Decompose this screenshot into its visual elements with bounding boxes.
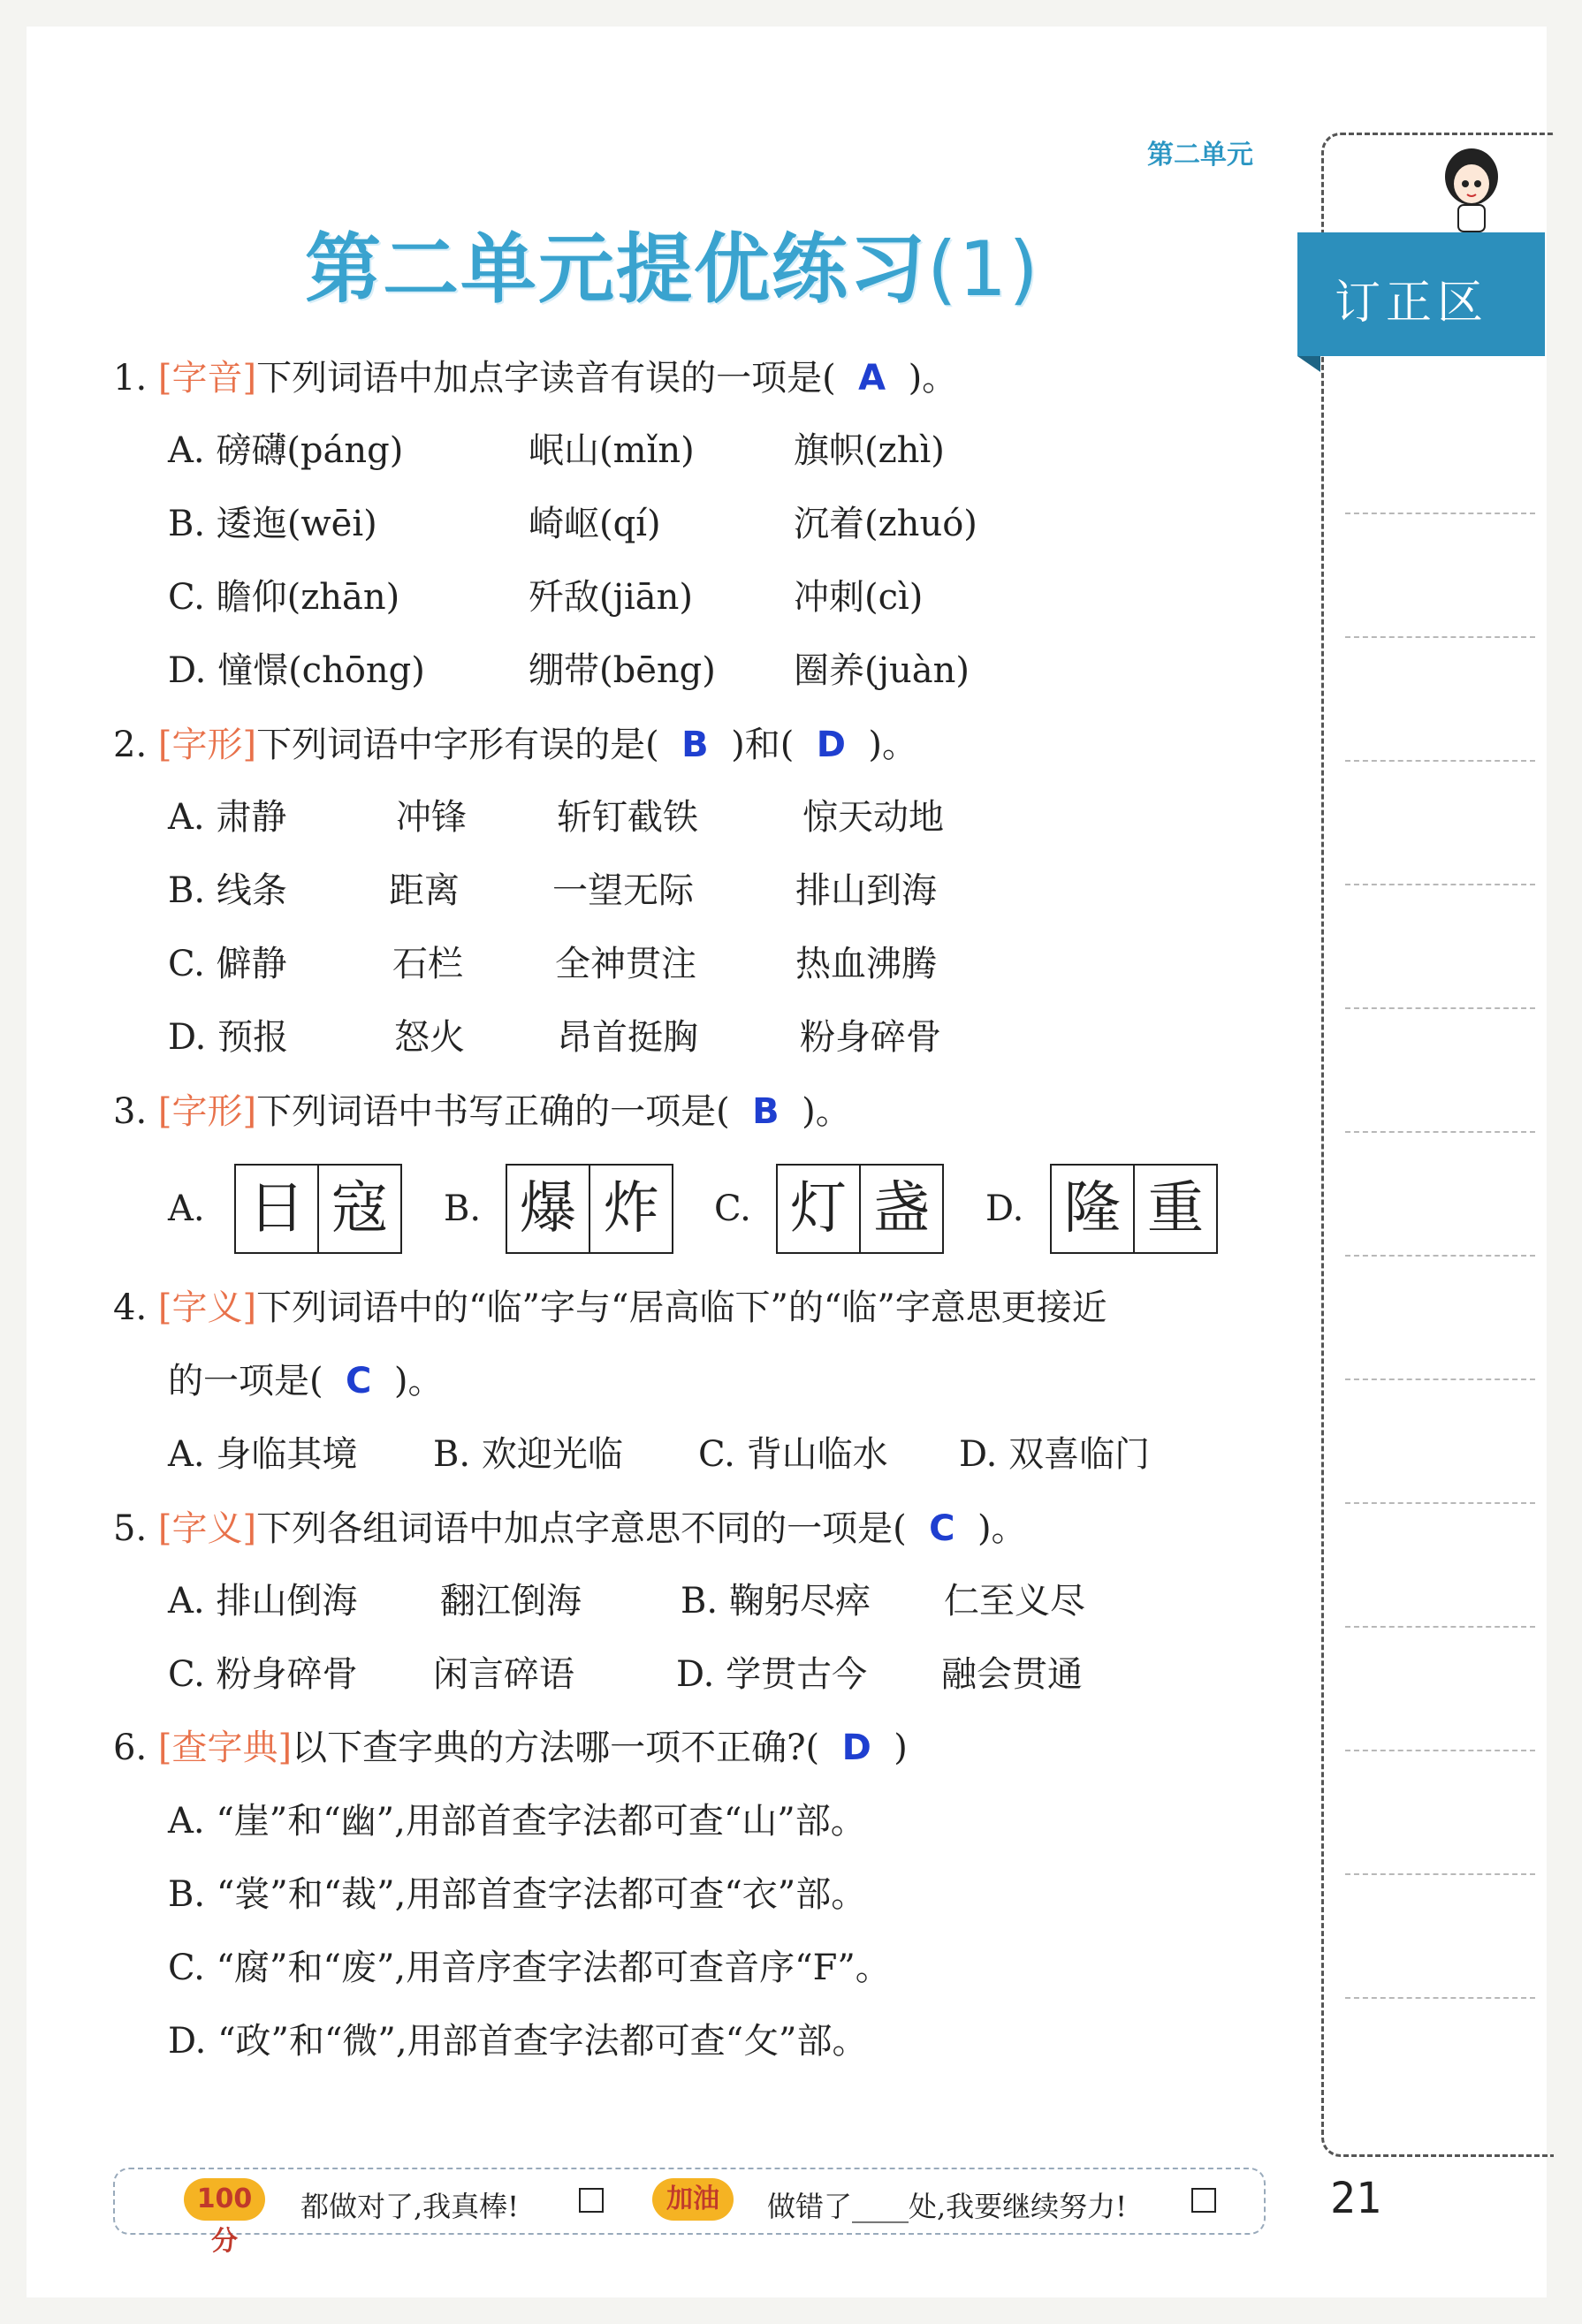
option-text: 翻江倒海 [440,1581,582,1621]
question-end: )。 [977,1508,1027,1549]
answer: B [681,725,709,765]
option-text: 石栏 [392,944,463,984]
word-char: 爆 [520,1176,576,1242]
question-end: )。 [868,725,917,765]
answer: D [816,725,846,765]
question-end: )。 [802,1091,851,1132]
option-text: C. 粉身碎骨 [168,1654,358,1695]
correction-line [1345,760,1535,762]
option-letter: A. [168,1189,205,1229]
all-correct-checkbox[interactable] [579,2188,604,2213]
question-6 [113,1726,908,1770]
word-char: 日 [248,1176,305,1242]
question-tag: [字形] [157,725,257,765]
question-number: 6. [113,1728,148,1768]
option-text: 歼敌(jiān) [529,577,694,618]
correction-line [1345,1626,1535,1628]
option-text: 冲锋 [396,797,467,838]
option-text: 岷山(mǐn) [529,430,695,471]
question-number: 4. [113,1287,148,1328]
question-tag: [字义] [157,1508,257,1549]
option-text: C. 瞻仰(zhān) [168,577,400,618]
question-tag: [查字典] [157,1728,293,1768]
word-char: 隆 [1064,1176,1121,1242]
option-text: D. 双喜临门 [959,1434,1151,1475]
option-text: 绷带(bēng) [529,650,716,691]
option-text: A. 肃静 [168,797,287,838]
option-text: 斩钉截铁 [557,797,698,838]
word-char: 寇 [317,1166,400,1252]
question-stem: 以下查字典的方法哪一项不正确?( [292,1728,820,1768]
word-char: 盏 [859,1166,942,1252]
option-text: 沉着(zhuó) [794,504,977,544]
correction-line [1345,513,1535,514]
footer-text: 做错了____处,我要继续努力! [767,2190,1128,2223]
word-box [506,1164,673,1254]
answer: A [858,358,886,399]
option-text: D. 学贯古今 [676,1654,868,1695]
question-stem: 下列各组词语中加点字意思不同的一项是( [256,1508,907,1549]
option-text: 旗帜(zhì) [794,430,945,471]
option-letter: C. [714,1189,751,1229]
option-text: 怒火 [394,1017,465,1058]
question-mid: )和( [731,725,795,765]
option-text: B. 线条 [168,870,287,911]
question-stem: 的一项是( [168,1361,323,1401]
answer: D [841,1728,871,1768]
option-text: 仁至义尽 [944,1581,1085,1621]
question-number: 2. [113,725,148,765]
question-stem: 下列词语中加点字读音有误的一项是( [256,358,836,399]
question-4-line2 [168,1359,443,1403]
word-char: 炸 [589,1166,672,1252]
option-text: C. “腐”和“废”,用音序查字法都可查音序“F”。 [168,1948,891,1988]
option-text: C. 背山临水 [698,1434,888,1475]
option-text: 距离 [389,870,460,911]
question-tag: [字形] [157,1091,257,1132]
option-text: 闲言碎语 [433,1654,574,1695]
option-text: 圈养(juàn) [794,650,970,691]
option-text: 全神贯注 [555,944,696,984]
page-title-text: 第二单元提优练习 [305,225,927,314]
question-3 [113,1090,851,1134]
correction-line [1345,636,1535,638]
option-text: 昂首挺胸 [557,1017,698,1058]
option-text: 粉身碎骨 [800,1017,941,1058]
page-title [305,208,1040,317]
option-text: 热血沸腾 [795,944,937,984]
answer: C [346,1361,372,1401]
option-text: A. “崖”和“幽”,用部首查字法都可查“山”部。 [168,1801,866,1842]
correction-line [1345,1873,1535,1875]
question-end: ) [894,1728,908,1768]
option-letter: D. [985,1189,1024,1229]
option-text: D. 憧憬(chōng) [168,650,425,691]
option-text: B. 鞠躬尽瘁 [681,1581,871,1621]
correction-line [1345,1255,1535,1257]
option-text: D. 预报 [168,1017,289,1058]
question-end: )。 [908,358,958,399]
footer-text: 都做对了,我真棒! [300,2190,520,2223]
word-box [776,1164,944,1254]
mistakes-checkbox[interactable] [1191,2188,1216,2213]
question-stem: 下列词语中的“临”字与“居高临下”的“临”字意思更接近 [256,1287,1107,1328]
answer: B [752,1091,780,1132]
question-number: 5. [113,1508,148,1549]
question-5 [113,1507,1027,1551]
word-box [1050,1164,1218,1254]
option-text: B. “裳”和“裁”,用部首查字法都可查“衣”部。 [168,1874,867,1915]
unit-label: 第二单元 [1147,140,1253,171]
option-text: 排山到海 [795,870,937,911]
word-char: 灯 [790,1176,847,1242]
option-text: A. 磅礴(páng) [168,430,404,471]
option-letter: B. [444,1189,482,1229]
option-text: A. 身临其境 [168,1434,358,1475]
question-end: )。 [393,1361,444,1401]
question-stem: 下列词语中书写正确的一项是( [256,1091,730,1132]
option-text: 冲刺(cì) [794,577,924,618]
correction-line [1345,1007,1535,1009]
correction-line [1345,1378,1535,1380]
option-text: B. 逶迤(wēi) [168,504,377,544]
word-box [234,1164,402,1254]
option-text: B. 欢迎光临 [433,1434,623,1475]
option-text: 一望无际 [552,870,694,911]
page-number: 21 [1330,2174,1381,2223]
question-2 [113,723,917,767]
option-text: A. 排山倒海 [168,1581,358,1621]
correction-line [1345,1750,1535,1751]
correction-zone [1321,133,1554,2157]
question-number: 3. [113,1091,148,1132]
option-text: 融会贯通 [941,1654,1083,1695]
score-badge: 100分 [184,2178,265,2221]
correction-line [1345,1502,1535,1504]
correction-line [1345,884,1535,885]
question-stem: 下列词语中字形有误的是( [256,725,659,765]
question-4 [113,1286,1107,1330]
question-number: 1. [113,358,148,399]
answer: C [929,1508,955,1549]
option-text: 崎岖(qí) [529,504,661,544]
cheer-badge: 加油 [652,2178,734,2221]
correction-line [1345,1997,1535,1999]
correction-zone-label: 订正区 [1335,277,1489,330]
question-1 [113,356,957,400]
correction-line [1345,1131,1535,1133]
page-title-number: (1) [927,225,1040,314]
question-tag: [字义] [157,1287,257,1328]
cartoon-girl-icon [1432,141,1511,239]
option-text: 惊天动地 [802,797,944,838]
option-text: C. 僻静 [168,944,287,984]
question-tag: [字音] [157,358,257,399]
option-text: D. “政”和“微”,用部首查字法都可查“攵”部。 [168,2021,868,2062]
word-char: 重 [1133,1166,1216,1252]
